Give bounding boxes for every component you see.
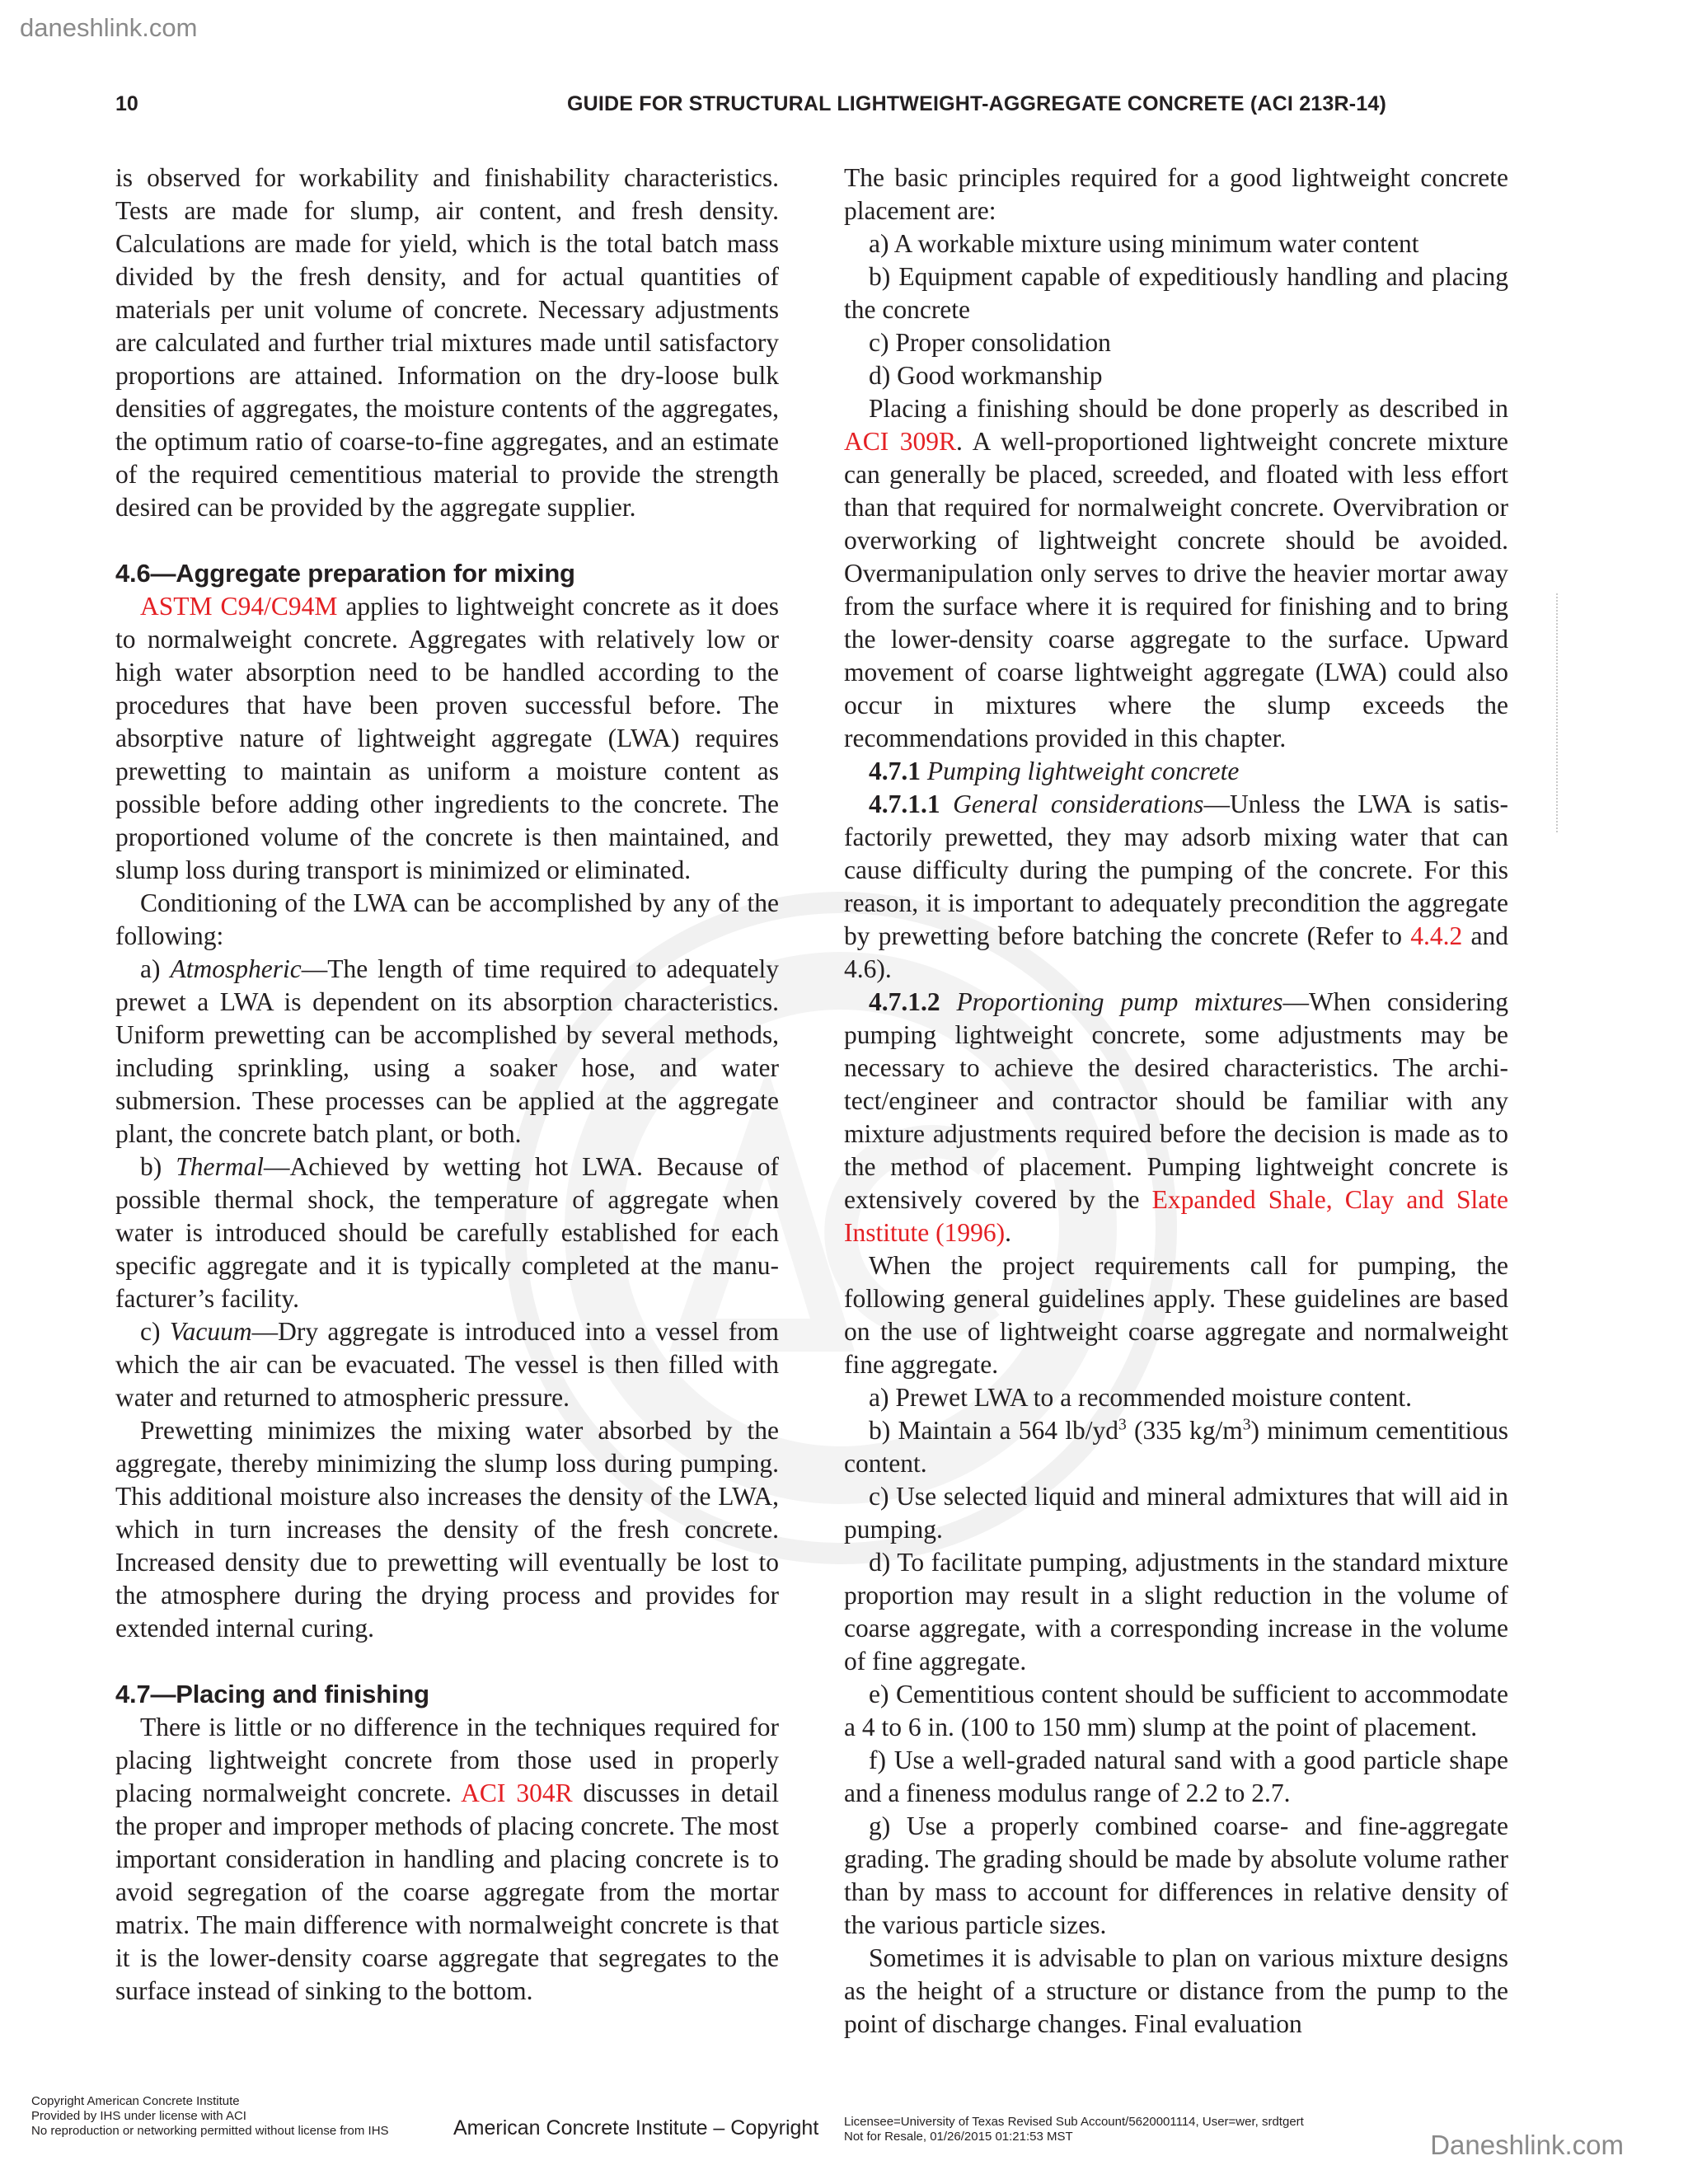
paragraph: There is little or no difference in the techniques required for placing lightweight concrete from those used in properly placing normalweight concrete. ACI 304R discusses in detail the proper and improper methods of placing concrete. The most important consideration in handling and placing concrete is to avoid segregation of the coarse aggregate from the mortar matrix. The main difference with normalweight concrete is that it is the lower-density coarse aggregate that segregates to the surface instead of sinking to the bottom. [115, 1713, 779, 2005]
license-notice: Licensee=University of Texas Revised Sub Account/5620001114, User=wer, srdtgert Not for Resale, 01/26/2015 01:21:53 MST [844, 2115, 1304, 2144]
paragraph: The basic principles required for a good lightweight concrete placement are: [844, 163, 1508, 225]
paragraph: 4.7.1.2 Proportioning pump mixtures—When considering pumping lightweight concrete, some adjustments may be necessary to achieve the desired characteristics. The architect/engineer and contractor should be familiar with any mixture adjustments required before the decision is made as to the method of placement. Pumping lightweight concrete is extensively covered by the Expanded Shale, Clay and Slate Institute (1996). [844, 987, 1508, 1247]
reference-link-aci-304r[interactable]: ACI 304R [461, 1779, 573, 1807]
right-column [844, 162, 1508, 2041]
footer-copyright: American Concrete Institute – Copyright [453, 2116, 819, 2139]
page-number: 10 [115, 92, 138, 115]
section-heading-4-7: 4.7—Placing and finishing [115, 1680, 429, 1708]
paragraph: Placing a finishing should be done properly as described in ACI 309R. A well-proportioned lightweight concrete mixture can generally be placed, screeded, and floated with less effort than that required for normalweight concrete. Overvibration or overworking of lightweight concrete should be avoided. Overmanipulation only serves to drive the heavier mortar away from the surface where it is required for finishing and to bring the lower-density coarse aggregate to the surface. Upward movement of coarse lightweight aggregate (LWA) could also occur in mixtures where the slump exceeds the recommendations provided in this chapter. [844, 394, 1509, 752]
list-item: d) To facilitate pumping, adjustments in the standard mixture proportion may result in a slight reduction in the volume of coarse aggregate, with a corresponding increase in the volume of fine aggregate. [844, 1548, 1508, 1675]
list-item: b) Equipment capable of expeditiously handling and placing the concrete [844, 262, 1508, 324]
list-item: g) Use a properly combined coarse- and fine-aggregate grading. The grading should be made by absolute volume rather than by mass to account for differences in relative density of the various particle sizes. [844, 1811, 1508, 1939]
paragraph: Prewetting minimizes the mixing water absorbed by the aggregate, thereby minimizing the slump loss during pumping. This additional moisture also increases the density of the LWA, which in turn increases the density of the fresh concrete. Increased density due to prewetting will eventually be lost to the atmosphere during the drying process and provides for extended internal curing. [115, 1416, 779, 1643]
reference-link-4-4-2[interactable]: 4.4.2 [1410, 921, 1463, 950]
paragraph: Conditioning of the LWA can be accomplished by any of the following: [115, 888, 779, 950]
reference-link-escsi-1996[interactable]: Expanded Shale, Clay and Slate Institute (1996) [844, 1185, 1508, 1247]
list-item: c) Proper consolidation [869, 328, 1111, 357]
list-item: f) Use a well-graded natural sand with a good particle shape and a fineness modulus range of 2.2 to 2.7. [844, 1746, 1508, 1807]
list-item: b) Maintain a 564 $lb/yd^3$ (335 $kg/m^3$) minimum cementitious content. [844, 1416, 1509, 1478]
list-item: a) Prewet LWA to a recommended moisture content. [869, 1383, 1412, 1412]
list-item: c) Vacuum—Dry aggregate is introduced into a vessel from which the air can be evacuated. The vessel is then filled with water and returned to atmospheric pressure. [115, 1317, 779, 1412]
reference-link-aci-309r[interactable]: ACI 309R [844, 427, 956, 456]
subsection-heading-4-7-1: 4.7.1 Pumping lightweight concrete [869, 757, 1240, 785]
paragraph: Sometimes it is advisable to plan on various mixture designs as the height of a structure or distance from the pump to the point of discharge changes. Final evaluation [844, 1943, 1508, 2038]
site-watermark-bottom: Daneshlink.com [1430, 2130, 1624, 2160]
list-item: a) A workable mixture using minimum water content [869, 229, 1419, 258]
paragraph: When the project requirements call for pumping, the following general guidelines apply. These guidelines are based on the use of lightweight coarse aggregate and normalweight fine aggregate. [844, 1251, 1508, 1379]
running-title: GUIDE FOR STRUCTURAL LIGHTWEIGHT-AGGREGATE CONCRETE (ACI 213R-14) [566, 92, 1387, 115]
margin-scan-marks [1556, 593, 1561, 832]
paragraph: ASTM C94/C94M applies to lightweight concrete as it does to normalweight concrete. Aggregates with relatively low or high water absorption need to be handled according to the procedures that have been proven successful before. The absorptive nature of lightweight aggregate (LWA) requires prewetting to maintain as uniform a moisture content as possible before adding other ingredients to the concrete. The proportioned volume of the concrete is then maintained, and slump loss during transport is minimized or eliminated. [115, 592, 779, 884]
paragraph: 4.7.1.1 General considerations—Unless the LWA is satisfactorily prewetted, they may adsorb mixing water that can cause difficulty during the pumping of the concrete. For this reason, it is important to adequately precondition the aggregate by prewetting before batching the concrete (Refer to 4.4.2 and 4.6). [844, 790, 1509, 983]
section-heading-4-6: 4.6—Aggregate preparation for mixing [115, 559, 575, 588]
site-watermark-top: daneshlink.com [20, 13, 198, 42]
list-item: d) Good workmanship [869, 361, 1103, 390]
list-item: a) Atmospheric—The length of time required to adequately prewet a LWA is dependent on its absorption characteristics. Uniform prewetting can be accomplished by several methods, including sprinkling, using a soaker hose, and water submersion. These processes can be applied at the aggregate plant, the concrete batch plant, or both. [115, 954, 779, 1148]
list-item: e) Cementitious content should be sufficient to accommodate a 4 to 6 in. (100 to 150 mm) slump at the point of placement. [844, 1680, 1508, 1741]
left-column [115, 162, 779, 2008]
list-item: b) Thermal—Achieved by wetting hot LWA. Because of possible thermal shock, the temperature of aggregate when water is introduced should be carefully established for each specific aggregate and it is typically completed at the manufacturer’s facility. [115, 1152, 779, 1313]
paragraph: is observed for workability and finishability characteristics. Tests are made for slump, air content, and fresh density. Calculations are made for yield, which is the total batch mass divided by the fresh density, and for actual quantities of materials per unit volume of concrete. Necessary adjustments are calculated and further trial mixtures made until satisfactory proportions are attained. Information on the dry-loose bulk densities of aggregates, the moisture contents of the aggregates, the optimum ratio of coarse-to-fine aggregates, and an estimate of the required cementitious material to provide the strength desired can be provided by the aggregate supplier. [115, 163, 779, 522]
list-item: c) Use selected liquid and mineral admixtures that will aid in pumping. [844, 1482, 1508, 1544]
reference-link-astm-c94[interactable]: ASTM C94/C94M [140, 592, 338, 621]
copyright-notice: Copyright American Concrete Institute Provided by IHS under license with ACI No reproduction or networking permitted without license from IHS [31, 2094, 389, 2138]
